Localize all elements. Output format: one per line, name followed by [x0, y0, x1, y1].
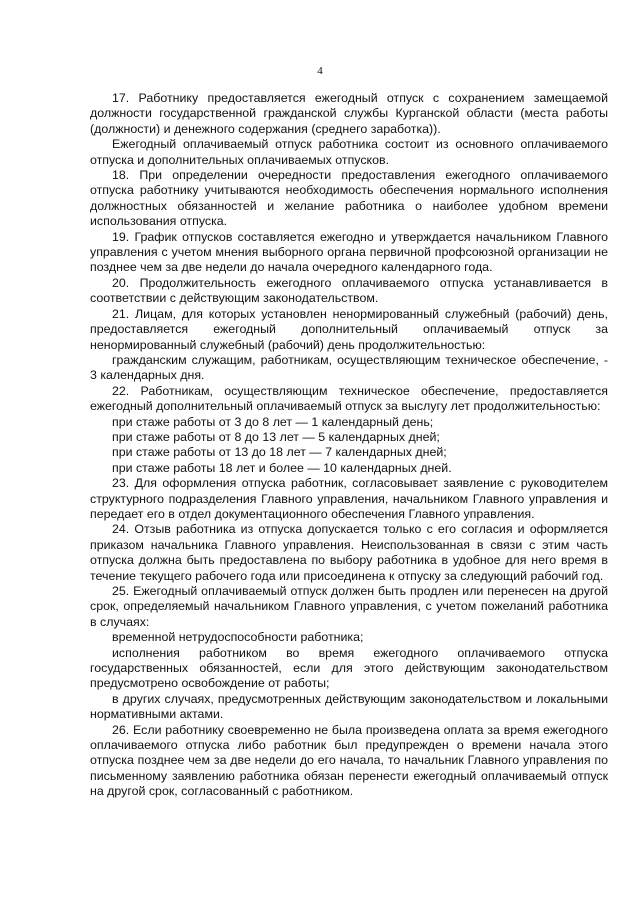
- paragraph-24: 24. Отзыв работника из отпуска допускается только с его согласия и оформляется приказом начальника Главного управления. Неиспользованная в связи с этим часть отпуска должна быть предоставлена по выбору работника в удобное для него время в течение текущего рабочего года или присоединена к отпуску за следующий рабочий год.: [90, 522, 608, 583]
- paragraph-25-case-2: исполнения работником во время ежегодного оплачиваемого отпуска государственных обязанностей, если для этого действующим законодательством предусмотрено освобождение от работы;: [90, 645, 608, 691]
- paragraph-25-case-3: в других случаях, предусмотренных действующим законодательством и локальными нормативными актами.: [90, 691, 608, 722]
- paragraph-19: 19. График отпусков составляется ежегодно и утверждается начальником Главного управления с учетом мнения выборного органа первичной профсоюзной организации не позднее чем за две недели до начала очередного календарного года.: [90, 229, 608, 275]
- seniority-item-2: при стаже работы от 8 до 13 лет — 5 календарных дней;: [112, 429, 440, 444]
- paragraph-25-case-1: временной нетрудоспособности работника;: [112, 630, 364, 645]
- paragraph-21: 21. Лицам, для которых установлен ненормированный служебный (рабочий) день, предоставляется ежегодный дополнительный оплачиваемый отпуск за ненормированный служебный (рабочий) день продолжительностью:: [90, 306, 608, 352]
- paragraph-23: 23. Для оформления отпуска работник, согласовывает заявление с руководителем структурного подразделения Главного управления, начальником Главного управления и передает его в отдел документационного обеспечения Главного управления.: [90, 476, 608, 521]
- paragraph-20: 20. Продолжительность ежегодного оплачиваемого отпуска устанавливается в соответствии с действующим законодательством.: [90, 275, 608, 306]
- paragraph-21-civil-servants: гражданским служащим, работникам, осуществляющим техническое обеспечение, - 3 календарных дня.: [90, 352, 608, 383]
- paragraph-25: 25. Ежегодный оплачиваемый отпуск должен быть продлен или перенесен на другой срок, определяемый начальником Главного управления, с учетом пожеланий работника в случаях:: [90, 584, 608, 629]
- paragraph-18: 18. При определении очередности предоставления ежегодного оплачиваемого отпуска работнику учитываются необходимость обеспечения нормального исполнения должностных обязанностей и желание работника о наиболее удобном времени использования отпуска.: [90, 168, 608, 229]
- seniority-item-4: при стаже работы 18 лет и более — 10 календарных дней.: [112, 460, 452, 475]
- paragraph-17: 17. Работнику предоставляется ежегодный отпуск с сохранением замещаемой должности государственной гражданской службы Курганской области (места работы (должности) и денежного содержания (среднего заработка)).: [90, 91, 608, 136]
- seniority-item-1: при стаже работы от 3 до 8 лет — 1 календарный день;: [112, 414, 434, 429]
- seniority-item-3: при стаже работы от 13 до 18 лет — 7 календарных дней;: [112, 445, 447, 460]
- paragraph-22: 22. Работникам, осуществляющим техническое обеспечение, предоставляется ежегодный дополнительный оплачиваемый отпуск за выслугу лет продолжительностью:: [90, 383, 608, 414]
- document-body: [90, 91, 608, 800]
- page-number: 4: [317, 65, 323, 77]
- paragraph-17-annual-leave-composition: Ежегодный оплачиваемый отпуск работника состоит из основного оплачиваемого отпуска и дополнительных оплачиваемых отпусков.: [90, 137, 608, 167]
- paragraph-26: 26. Если работнику своевременно не была произведена оплата за время ежегодного оплачиваемого отпуска либо работник был предупрежден о времени начала этого отпуска позднее чем за две недели до его начала, то начальник Главного управления по письменному заявлению работника обязан перенести ежегодный оплачиваемый отпуск на другой срок, согласованный с работником.: [90, 722, 608, 799]
